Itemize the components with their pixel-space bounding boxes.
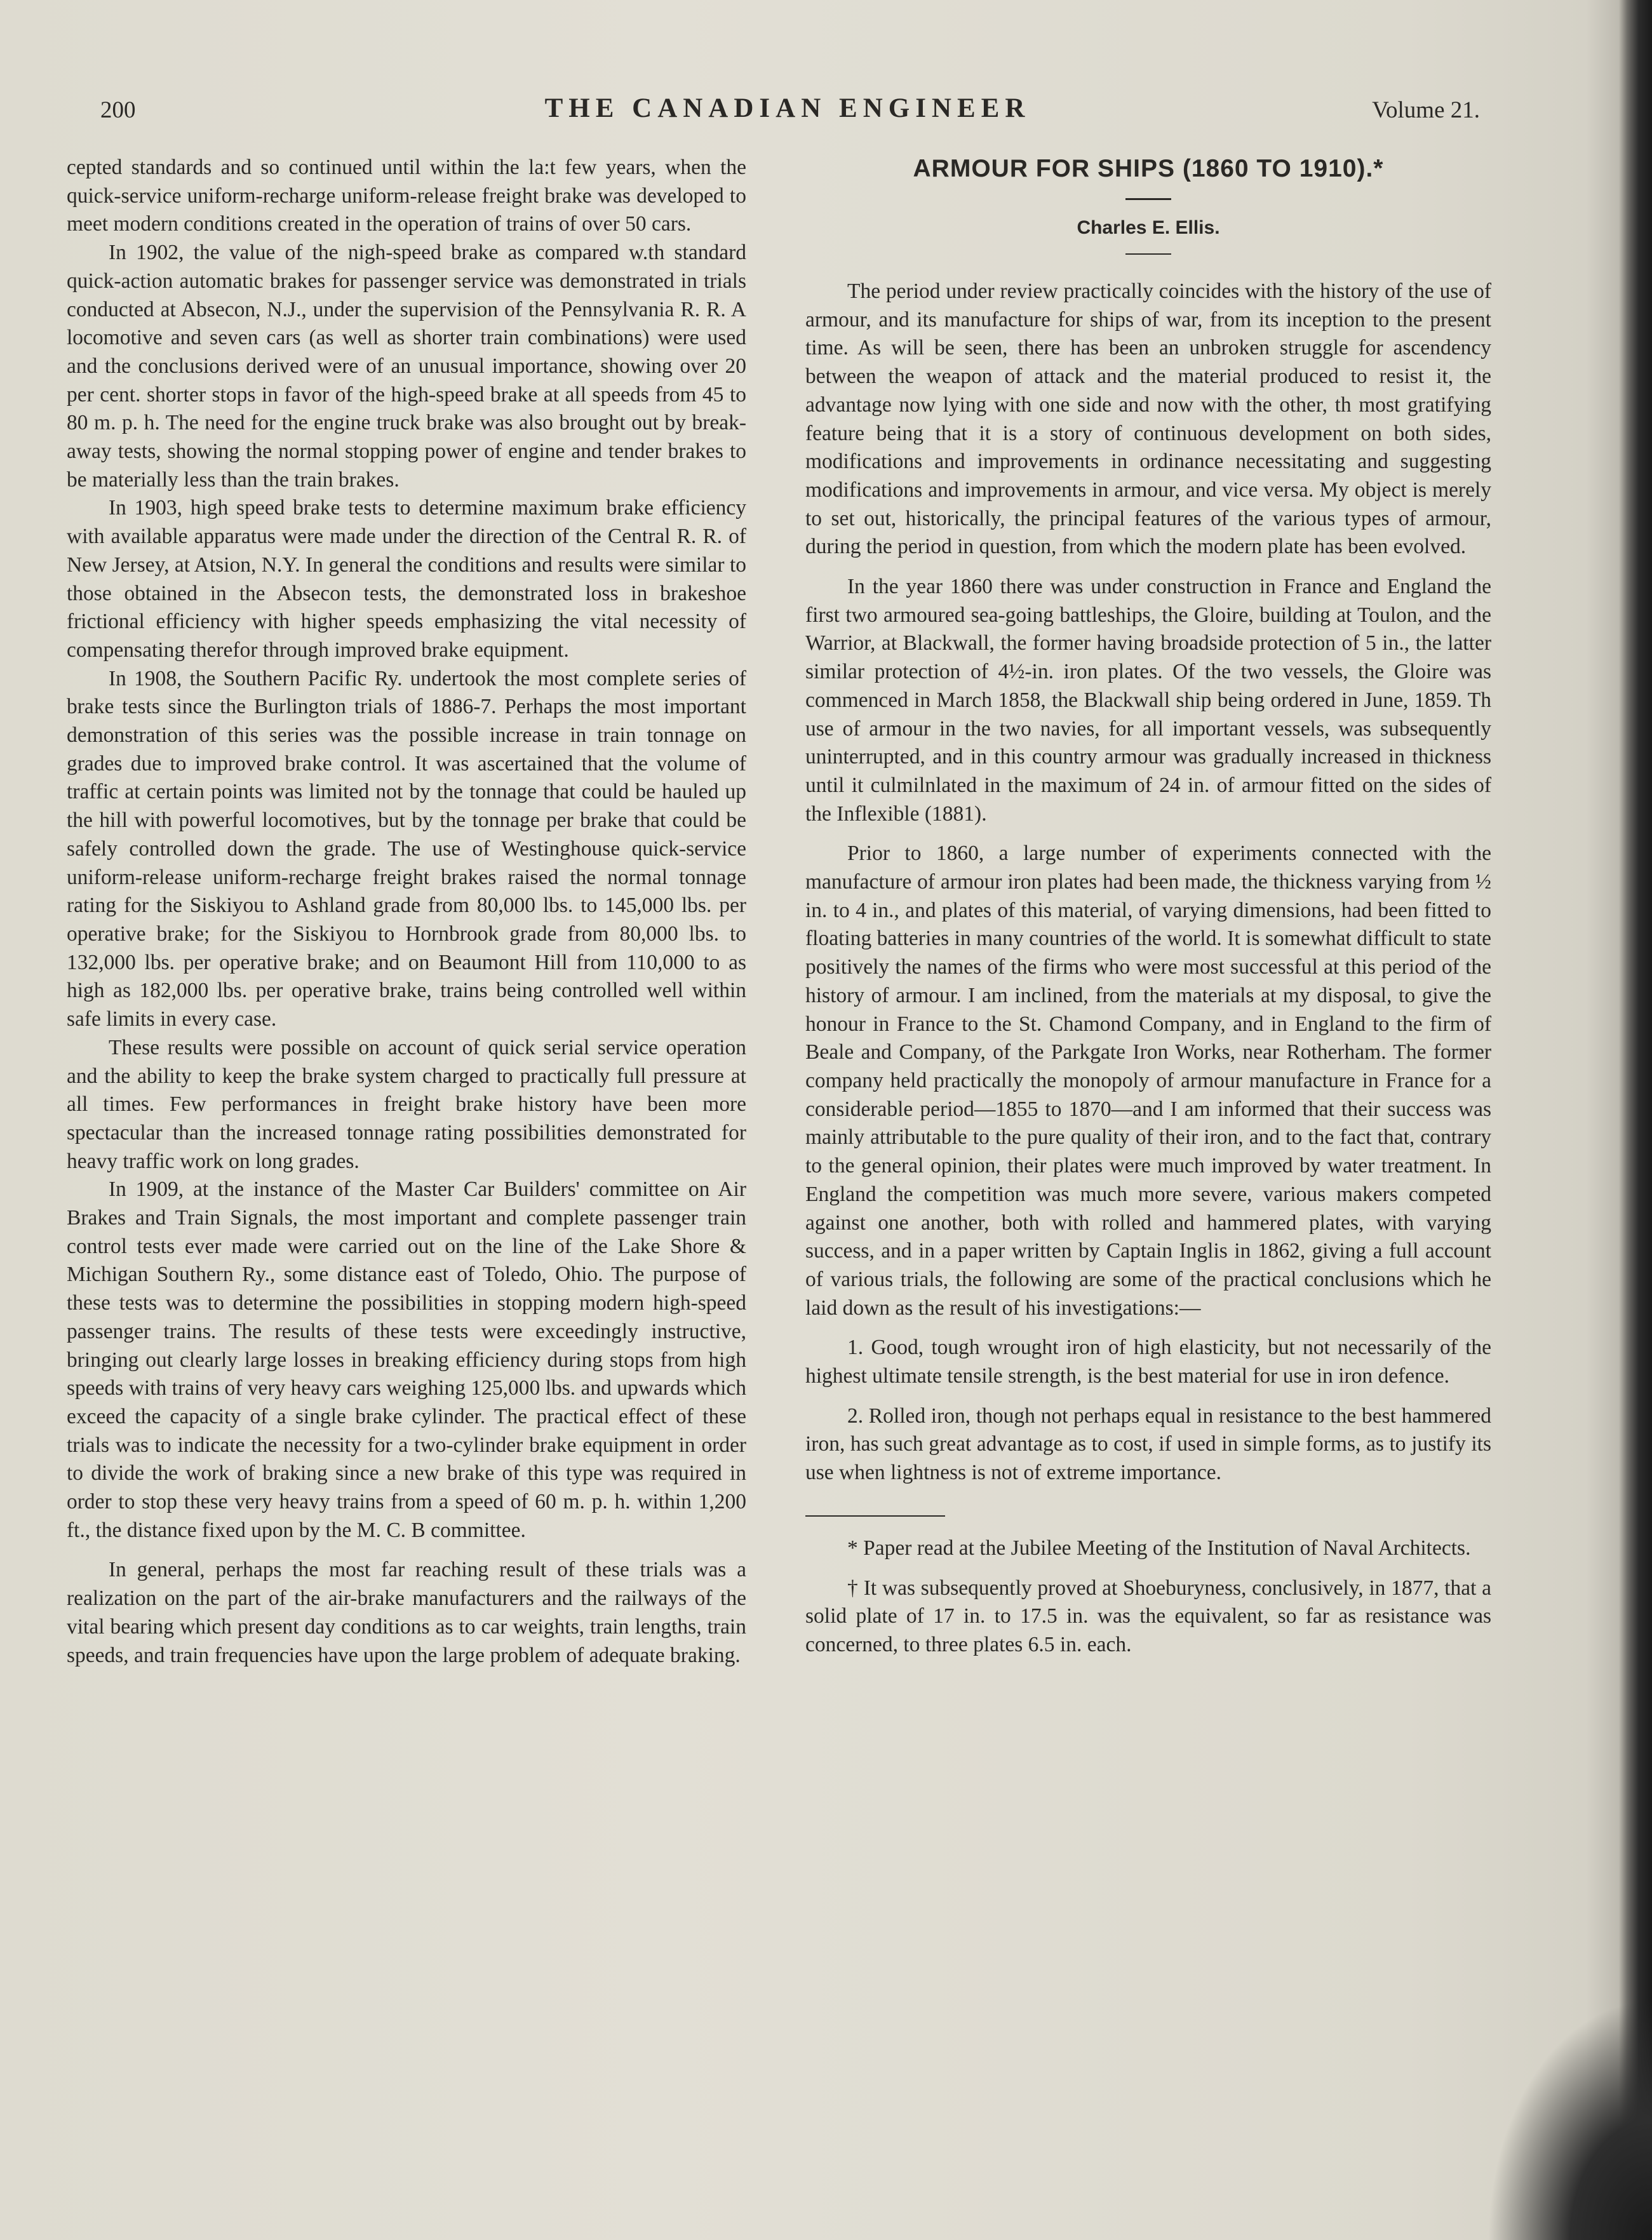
book-spine-shadow bbox=[1619, 0, 1652, 2240]
paragraph: These results were possible on account of quick serial service operation and the ability to keep the brake system charged to practically full pressure at all times. Few performances in freight brake history have been more spectacular than the increased tonnage rating possibilities demonstrated for heavy traffic work on long grades. bbox=[67, 1035, 746, 1173]
footnote-rule bbox=[805, 1515, 945, 1517]
paragraph: In 1909, at the instance of the Master Car Builders' committee on Air Brakes and Train Signals, the most important and complete passenger train control tests ever made were carried out on the line of the Lake Shore & Michigan Southern Ry., some distance east of Toledo, Ohio. The purpose of these tests was to determine the possibilities in stopping modern high-speed passenger trains. The results of these tests were exceedingly instructive, bringing out clearly large losses in breaking efficiency during stops from high speeds with trains of very heavy cars weighing 125,000 lbs. and upwards which exceed the capacity of a single brake cylinder. The practical effect of these trials was to indicate the necessity for a two-cylinder brake equipment in order to divide the work of braking since a new brake of this type was required in order to stop these very heavy trains from a speed of 60 m. p. h. within 1,200 ft., the distance fixed upon by the M. C. B committee. bbox=[67, 1177, 746, 1542]
author-rule bbox=[1125, 253, 1171, 255]
paragraph: The period under review practically coincides with the history of the use of armour, and its manufacture for ships of war, from its inception to the present time. As will be seen, there has been an unbroken struggle for ascendency between the weapon of attack and the material produced to resist it, the advantage now lying with one side and now with the other, th most gratifying feature being that it is a story of continuous development on both sides, modifications and improvements in ordinance necessitating and suggesting modifications and improvements in armour, and vice versa. My object is merely to set out, historically, the principal features of the various types of armour, during the period in question, from which the modern plate has been evolved. bbox=[805, 279, 1491, 559]
page-number: 200 bbox=[100, 97, 136, 123]
journal-title: THE CANADIAN ENGINEER bbox=[544, 93, 1031, 123]
paragraph: In general, perhaps the most far reaching result of these trials was a realization on the part of the air-brake manufacturers and the railways of the vital bearing which present day conditions as to car weights, train lengths, train speeds, and train frequencies have upon the large problem of adequate braking. bbox=[67, 1558, 746, 1667]
paragraph: In the year 1860 there was under construction in France and England the first two armoured sea-going battleships, the Gloire, building at Toulon, and the Warrior, at Blackwall, the former having broadside protection of 5 in., the latter similar protection of 4½-in. iron plates. Of the two vessels, the Gloire was commenced in March 1858, the Blackwall ship being ordered in June, 1859. Th use of armour in the two navies, for all important vessels, was subsequently uninterrupted, and in this country armour was gradually increased in thickness until it culmilnlated in the maximum of 24 in. of armour fitted on the sides of the Inflexible (1881). bbox=[805, 575, 1491, 826]
list-item: 1. Good, tough wrought iron of high elasticity, but not necessarily of the highest ultimate tensile strength, is the best material for use in iron defence. bbox=[805, 1336, 1491, 1388]
page-corner-shadow bbox=[1487, 1999, 1652, 2240]
right-column bbox=[805, 154, 1491, 1660]
paragraph: cepted standards and so continued until within the la:t few years, when the quick-service uniform-recharge uniform-release freight brake was developed to meet modern conditions created in the operation of trains of over 50 cars. bbox=[67, 156, 746, 236]
footnote: * Paper read at the Jubilee Meeting of the Institution of Naval Architects. bbox=[847, 1536, 1471, 1560]
footnote: † It was subsequently proved at Shoeburyness, conclusively, in 1877, that a solid plate of 17 in. to 17.5 in. was the equivalent, so far as resistance was concerned, to three plates 6.5 in. each. bbox=[805, 1576, 1491, 1656]
running-header bbox=[95, 89, 1480, 127]
paragraph: In 1903, high speed brake tests to determine maximum brake efficiency with available apparatus were made under the direction of the Central R. R. of New Jersey, at Atsion, N.Y. In general the conditions and results were similar to those obtained in the Absecon tests, the demonstrated loss in brakeshoe frictional efficiency with higher speeds emphasizing the vital necessity of compensating therefor through improved brake equipment. bbox=[67, 496, 746, 662]
left-column bbox=[67, 154, 746, 1670]
article-title: ARMOUR FOR SHIPS (1860 TO 1910).* bbox=[913, 155, 1384, 182]
paragraph: Prior to 1860, a large number of experiments connected with the manufacture of armour iron plates had been made, the thickness varying from ½ in. to 4 in., and plates of this material, of varying dimensions, had been fitted to floating batteries in many countries of the world. It is somewhat difficult to state positively the names of the firms who were most successful at this period of the history of armour. I am inclined, from the materials at my disposal, to give the honour in France to the St. Chamond Company, and in England to the firm of Beale and Company, of the Parkgate Iron Works, near Rotherham. The former company held practically the monopoly of armour manufacture in France for a considerable period—1855 to 1870—and I am informed that their success was mainly attributable to the pure quality of their iron, and to the fact that, contrary to the general opinion, their plates were much improved by water treatment. In England the competition was much more severe, various makers competed against one another, both with rolled and hammered plates, with varying success, and in a paper written by Captain Inglis in 1862, giving a full account of various trials, the following are some of the practical conclusions which he laid down as the result of his investigations:— bbox=[805, 842, 1491, 1320]
article-author: Charles E. Ellis. bbox=[1077, 217, 1220, 238]
list-item: 2. Rolled iron, though not perhaps equal in resistance to the best hammered iron, has such great advantage as to cost, if used in simple forms, as to justify its use when lightness is not of extreme importance. bbox=[805, 1404, 1491, 1485]
paragraph: In 1908, the Southern Pacific Ry. undertook the most complete series of brake tests since the Burlington trials of 1886-7. Perhaps the most important demonstration of this series was the possible increase in train tonnage on grades due to improved brake control. It was ascertained that the volume of traffic at certain points was limited not by the tonnage that could be hauled up the hill with powerful locomotives, but by the tonnage per brake that could be safely controlled down the grade. The use of Westinghouse quick-service uniform-release uniform-recharge freight brakes raised the normal tonnage rating for the Siskiyou to Ashland grade from 80,000 lbs. to 145,000 lbs. per operative brake; for the Siskiyou to Hornbrook grade from 80,000 lbs. to 132,000 lbs. per operative brake; and on Beaumont Hill from 110,000 to as high as 182,000 lbs. per operative brake, trains being controlled well within safe limits in every case. bbox=[67, 666, 746, 1031]
title-rule bbox=[1125, 198, 1171, 200]
volume-label: Volume 21. bbox=[1372, 97, 1480, 123]
paragraph: In 1902, the value of the nigh-speed brake as compared w.th standard quick-action automatic brakes for passenger service was demonstrated in trials conducted at Absecon, N.J., under the supervision of the Pennsylvania R. R. A locomotive and seven cars (as well as shorter train combinations) were used and the conclusions derived were of an unusual importance, showing over 20 per cent. shorter stops in favor of the high-speed brake at all speeds from 45 to 80 m. p. h. The need for the engine truck brake was also brought out by break-away tests, showing the normal stopping power of engine and tender brakes to be materially less than the train brakes. bbox=[67, 241, 746, 492]
